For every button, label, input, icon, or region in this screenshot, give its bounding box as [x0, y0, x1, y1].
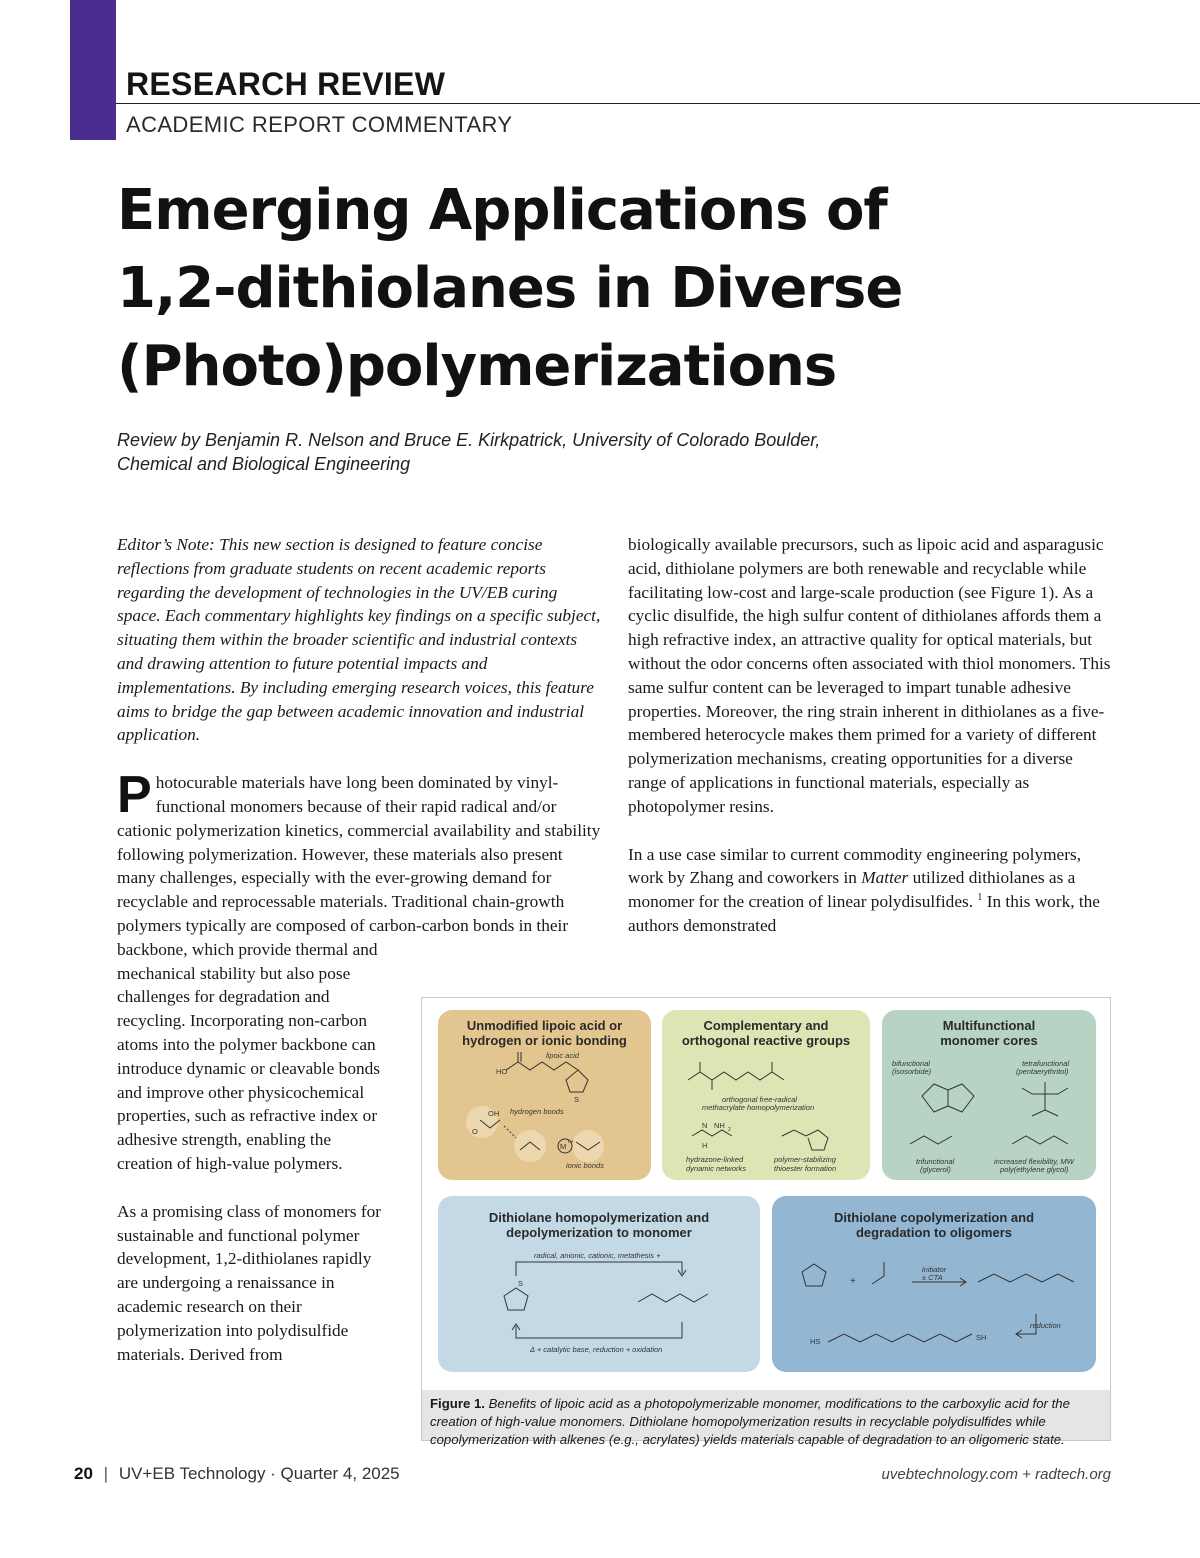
- label-oh: OH: [488, 1109, 500, 1118]
- label-flexibility: increased flexibility, MW: [994, 1157, 1074, 1166]
- label-s: S: [518, 1279, 524, 1288]
- label-mechanisms: radical, anionic, cationic, metathesis +: [534, 1251, 661, 1260]
- use-case-paragraph: [628, 843, 1113, 938]
- label-h: H: [702, 1141, 708, 1150]
- label-m: M: [560, 1142, 567, 1151]
- label-trifunctional: trifunctional: [916, 1157, 955, 1166]
- label-hs: HS: [810, 1337, 821, 1346]
- panel-copolymerization: [772, 1196, 1096, 1372]
- section-label: RESEARCH REVIEW: [126, 66, 446, 102]
- accent-bar: [70, 0, 116, 140]
- narrow-column: [117, 938, 385, 1367]
- byline-line-1: Review by Benjamin R. Nelson and Bruce E. Kirkpatrick, University of Colorado Boulder,: [117, 430, 821, 450]
- label-isosorbide: (isosorbide): [892, 1067, 932, 1076]
- panel-title: Dithiolane homopolymerization and depolymerization to monomer: [488, 1210, 710, 1240]
- reactive-group-structures: [662, 1010, 870, 1180]
- header-rule: [116, 103, 1200, 104]
- use-case-text-b: utilized dithiolanes as a monomer for the creation of linear polydisulfides.: [628, 868, 1076, 912]
- figure-caption: [422, 1390, 1110, 1447]
- intro-paragraph-text: hotocurable materials have long been dominated by vinyl-functional monomers because of their rapid radical and/or cationic polymerization kinetics, commercial availability and stability following polymerization. However, these materials also present many challenges, especially with the ever-growing demand for recyclable and reprocessable materials. Traditional chain-growth polymers typically are composed of carbon-carbon bonds in their: [117, 773, 601, 935]
- use-case-text-a: In a use case similar to current commodity engineering polymers, work by Zhang and coworkers in: [628, 844, 1082, 888]
- label-ho: HO: [496, 1067, 508, 1076]
- use-case-text-c: In this work, the authors demonstrated: [628, 892, 1100, 935]
- monomer-core-structures: [882, 1010, 1096, 1180]
- label-dynamic-networks: dynamic networks: [686, 1164, 747, 1173]
- label-polymer-stabilizing: polymer-stabilizing: [774, 1155, 836, 1164]
- caption-label: Figure 1.: [430, 1396, 485, 1411]
- editor-note: Editor’s Note: This new section is designed to feature concise reflections from graduate students on recent academic reports regarding the development of technologies in the UV/EB curing space. Each commentary highlights key findings on a specific subject, situating them within the broader scientific and industrial contexts and drawing attention to future potential impacts and implementations. By including emerging research voices, this feature aims to bridge the gap between academic innovation and industrial application.: [117, 535, 601, 745]
- panel-title: Dithiolane copolymerization and degradation to oligomers: [833, 1210, 1035, 1240]
- label-depolymerization: Δ + catalytic base, reduction + oxidation: [530, 1345, 663, 1354]
- panel-homopolymerization: [438, 1196, 760, 1372]
- intro-paragraph-continued: backbone, which provide thermal and mechanical stability but also pose challenges for degradation and recycling. Incorporating non-carbon atoms into the polymer backbone can introduce dynamic or cleavable bonds and improve other physicochemical properties, such as refractive index or adhesive strength, enabling the creation of high-value polymers.: [117, 939, 380, 1173]
- label-cta: ± CTA: [922, 1273, 943, 1282]
- copolymerization-scheme: [772, 1196, 1096, 1372]
- section-sublabel: ACADEMIC REPORT COMMENTARY: [126, 112, 513, 137]
- label-tetrafunctional: tetrafunctional: [1022, 1059, 1070, 1068]
- publication-name: UV+EB Technology · Quarter 4, 2025: [118, 1464, 400, 1483]
- journal-name: Matter: [861, 868, 909, 888]
- label-methacrylate: methacrylate homopolymerization: [702, 1103, 815, 1112]
- label-orthogonal: orthogonal free-radical: [722, 1095, 798, 1104]
- label-hydrazone: hydrazone-linked: [686, 1155, 744, 1164]
- panel-title: Complementary and orthogonal reactive groups: [681, 1018, 851, 1048]
- panel-lipoic-acid: [438, 1010, 651, 1180]
- precursors-paragraph: biologically available precursors, such as lipoic acid and asparagusic acid, dithiolane polymers are both renewable and recyclable while facilitating low-cost and large-scale production (see Figure 1). As a cyclic disulfide, the high sulfur content of dithiolanes affords them a high refractive index, an attractive quality for optical materials, but without the odor concerns often associated with thiol monomers. This same sulfur content can be leveraged to impart tunable adhesive properties. Moreover, the ring strain inherent in dithiolanes as a five-membered heterocycle makes them primed for a variety of different polymerization mechanisms, creating opportunities for a diverse range of applications in functional materials, especially as photopolymer resins.: [628, 535, 1111, 816]
- reference-marker[interactable]: 1: [977, 892, 983, 904]
- label-subscript-2: 2: [728, 1127, 731, 1133]
- panel-reactive-groups: [662, 1010, 870, 1180]
- footer: [74, 1464, 400, 1484]
- label-n: N: [702, 1121, 708, 1130]
- panel-monomer-cores: [882, 1010, 1096, 1180]
- footer-separator: |: [103, 1464, 109, 1483]
- label-ionic-bonds: ionic bonds: [566, 1161, 604, 1170]
- byline: [117, 428, 937, 476]
- label-nh: NH: [714, 1121, 725, 1130]
- footer-websites[interactable]: uvebtechnology.com + radtech.org: [881, 1466, 1111, 1483]
- label-hydrogen-bonds: hydrogen bonds: [510, 1107, 564, 1116]
- right-column: [628, 533, 1113, 962]
- figure-1: [421, 997, 1111, 1447]
- dithiolane-paragraph: As a promising class of monomers for sustainable and functional polymer development, 1,2-dithiolanes rapidly are undergoing a renaissance in academic research on their polymerization into polydisulfide materials. Derived from: [117, 1201, 381, 1364]
- drop-cap: P: [117, 766, 152, 825]
- label-peg: poly(ethylene glycol): [1000, 1165, 1069, 1174]
- label-reduction: reduction: [1030, 1321, 1061, 1330]
- label-sh: SH: [976, 1333, 987, 1342]
- homopolymerization-scheme: [438, 1196, 760, 1372]
- caption-text: Benefits of lipoic acid as a photopolymerizable monomer, modifications to the carboxylic acid for the creation of high-value monomers. Dithiolane homopolymerization results in recyclable polydisulfides while copolymerization with alkenes (e.g., acrylates) yields materials capable of degradation to an oligomeric state.: [430, 1396, 1070, 1447]
- panel-title: Unmodified lipoic acid or hydrogen or ionic bonding: [462, 1018, 627, 1048]
- lipoic-acid-structures: [438, 1010, 651, 1180]
- label-glycerol: (glycerol): [920, 1165, 951, 1174]
- page-number: 20: [74, 1464, 93, 1483]
- label-s: S: [574, 1095, 580, 1104]
- label-bifunctional: bifunctional: [892, 1059, 930, 1068]
- article-title: Emerging Applications of 1,2-dithiolanes in Diverse (Photo)polymerizations: [117, 178, 903, 399]
- intro-paragraph: [117, 766, 602, 938]
- label-plus: +: [850, 1276, 856, 1287]
- label-thioester: thioester formation: [774, 1164, 837, 1173]
- label-lipoic-acid: lipoic acid: [546, 1051, 579, 1060]
- panel-title: Multifunctional monomer cores: [940, 1018, 1038, 1048]
- label-initiator: initiator: [922, 1265, 947, 1274]
- byline-line-2: Chemical and Biological Engineering: [117, 454, 411, 474]
- label-charge: n+: [568, 1139, 574, 1145]
- label-pentaerythritol: (pentaerythritol): [1016, 1067, 1069, 1076]
- label-o: O: [472, 1127, 478, 1136]
